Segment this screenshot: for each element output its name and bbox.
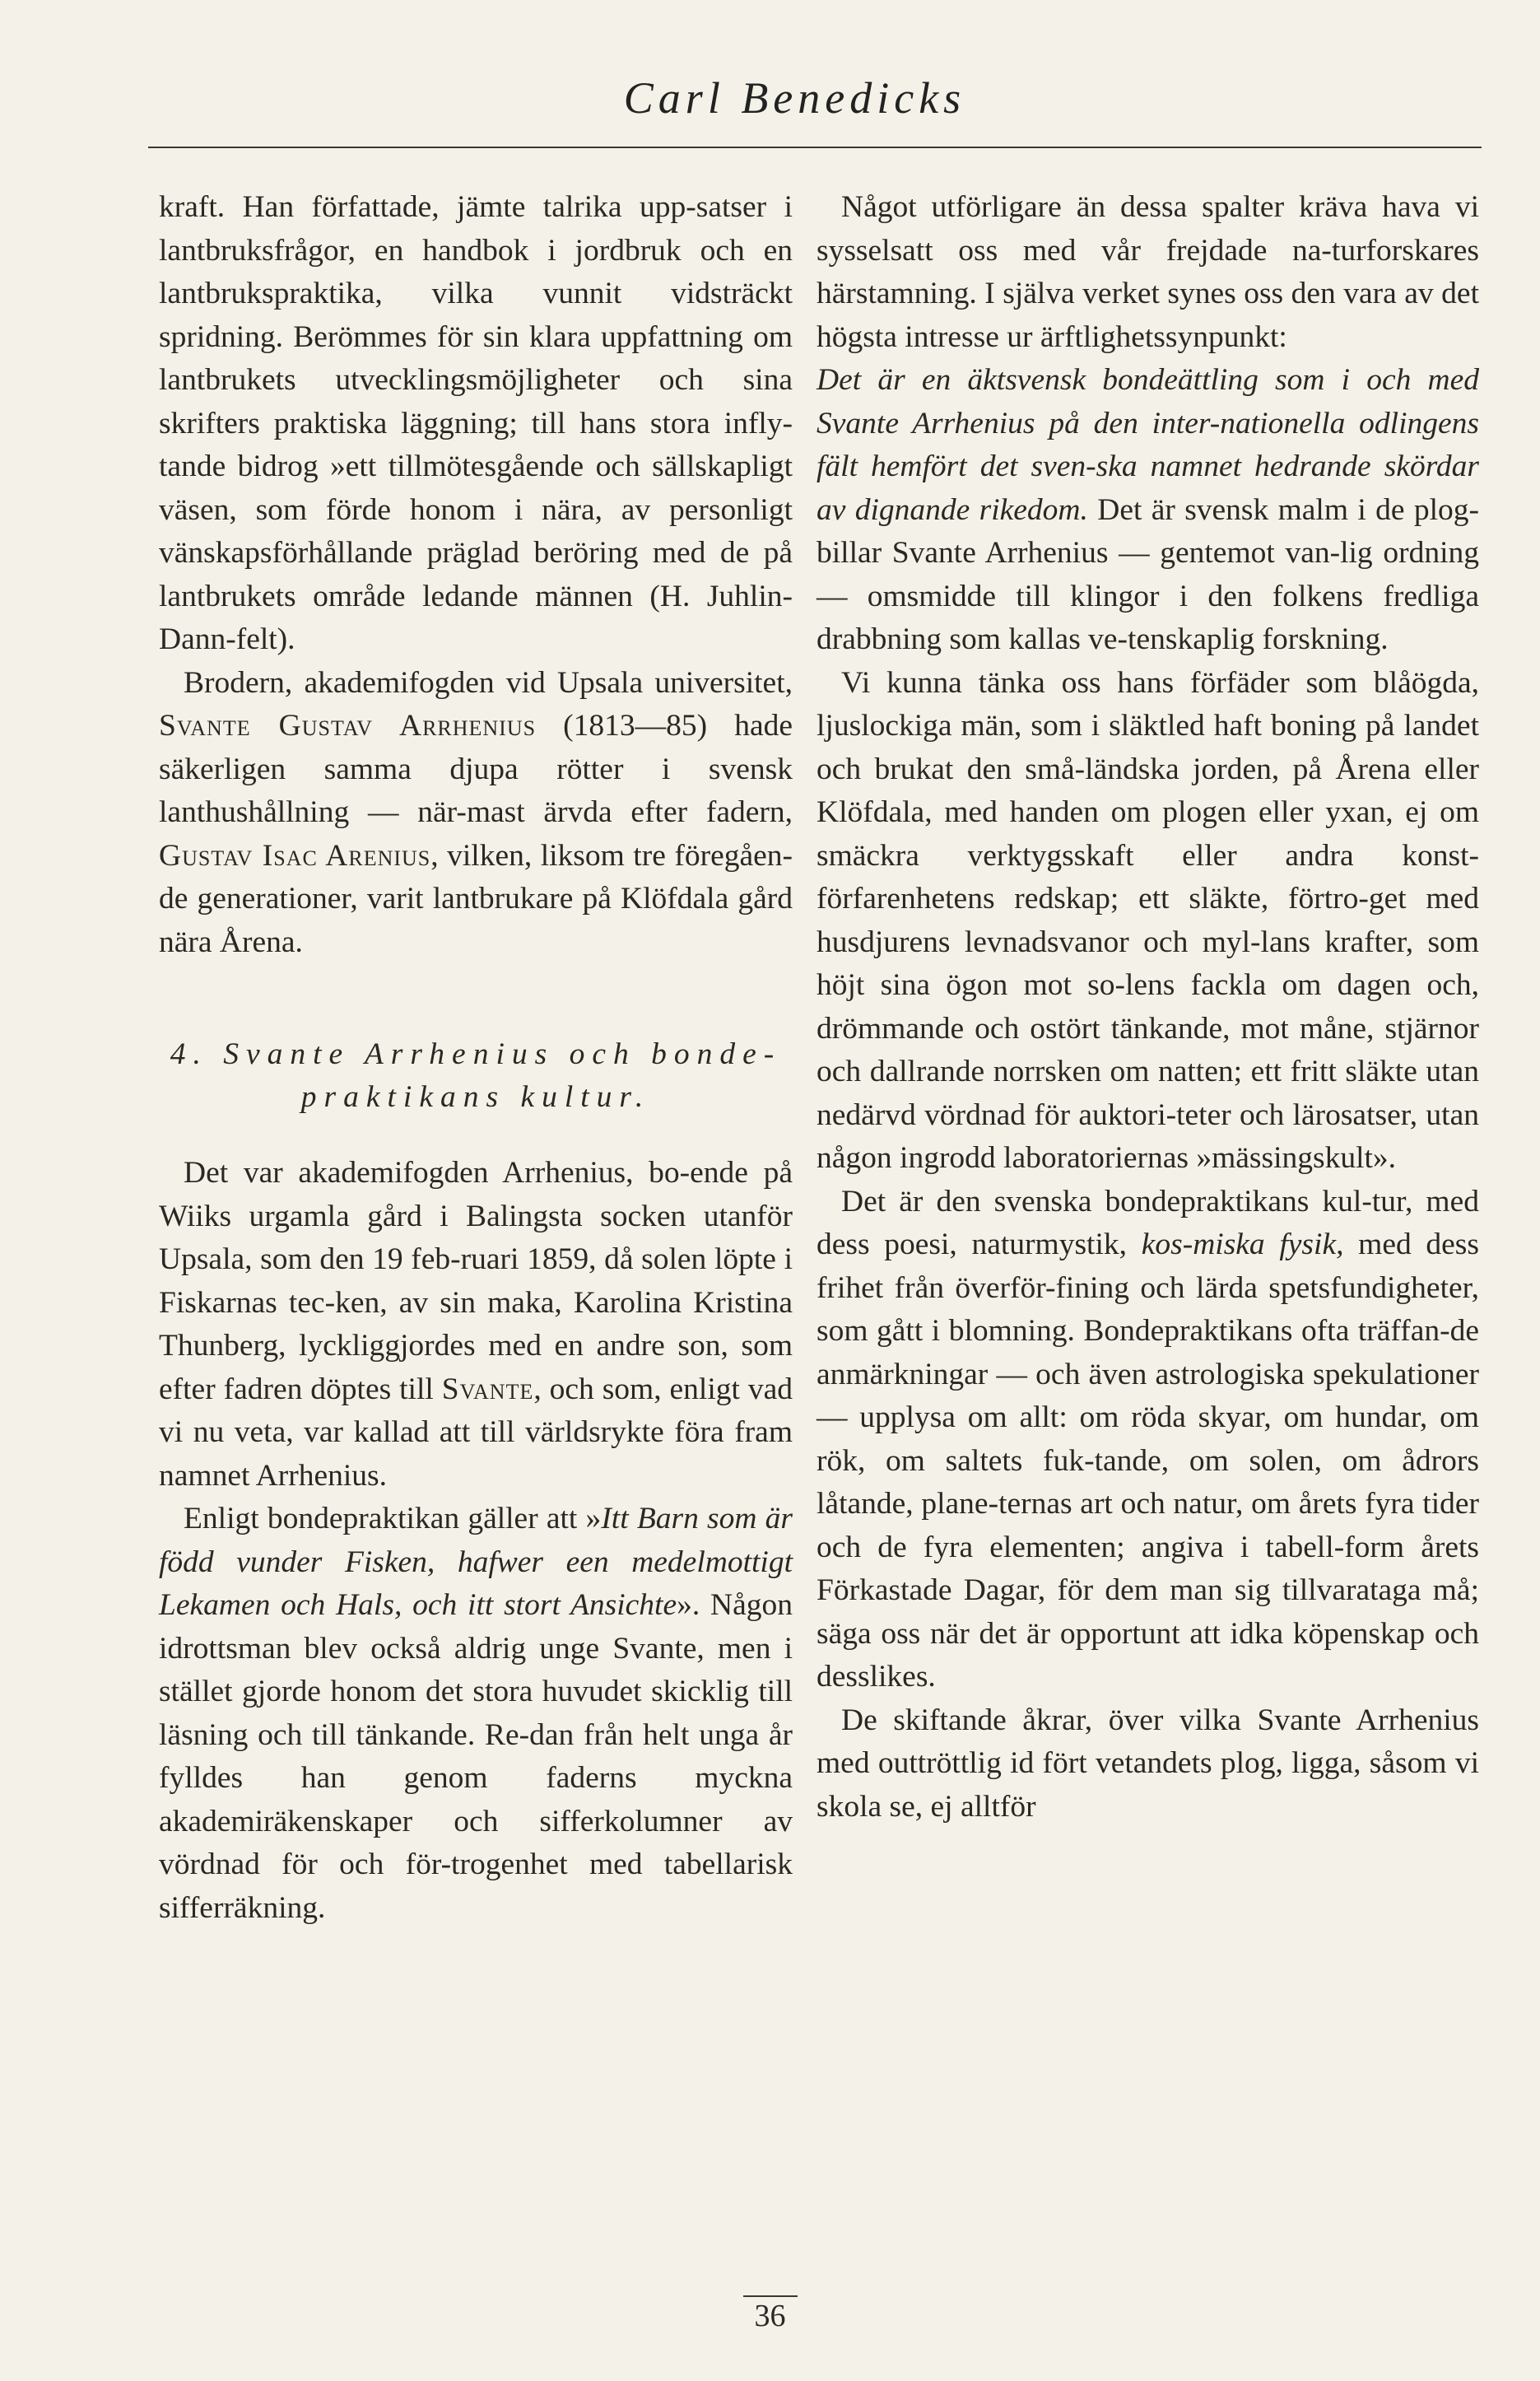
paragraph: Det är den svenska bondepraktikans kul-tur, med dess poesi, naturmystik, kos-miska fysik, med dess frihet från överför-fining och lärda spetsfundigheter, som gått i blomning. Bondepraktikans ofta träffan-de anmärkningar — och även astrologiska spekulationer — upplysa om allt: om röda skyar, om hundar, om rök, om saltets fuk-tande, om solen, om ådrors låtande, plane-ternas art och natur, om årets fyra tider och de fyra elementen; angiva i tabell-form årets Förkastade Dagar, för dem man sig tillvaratagа må; säga oss när det är opportunt att idka köpenskap och desslikes. xyxy=(817,1184,1479,1694)
left-column xyxy=(159,186,793,1930)
header-rule xyxy=(148,147,1482,148)
person-name: Svante xyxy=(441,1372,534,1406)
right-column xyxy=(817,186,1479,1829)
emphasis: kos-miska fysik, xyxy=(1141,1228,1344,1261)
paragraph: Brodern, akademifogden vid Upsala universitet, Svante Gustav Arrhenius (1813—85) hade säkerligen samma djupa rötter i svensk lanthushållning — när-mast ärvda efter fadern, Gustav Isac Arenius, vilken, liksom tre föregåen-de generationer, varit lantbrukare på Klöfdala gård nära Årena. xyxy=(159,665,793,959)
page-number: 36 xyxy=(0,2295,1540,2335)
person-name: Svante Gustav Arrhenius xyxy=(159,709,537,743)
section-heading: 4. Svante Arrhenius och bonde- praktikans kultur. xyxy=(170,1037,782,1114)
paragraph: Enligt bondepraktikan gäller att »Itt Barn som är född vunder Fisken, hafwer een medelmottigt Lekamen och Hals, och itt stort Ansichte». Någon idrottsman blev också aldrig unge Svante, men i stället gjorde honom det stora huvudet skicklig till läsning och till tänkande. Re-dan från helt unga år fylldes han genom faderns myckna akademiräkenskaper och sifferkolumner av vördnad för och för-trogenhet med tabellarisk sifferräkning. xyxy=(159,1502,793,1925)
emphasis: Det är en äktsvensk bondeättling som i och med Svante Arrhenius på den inter-nationella odlingens fält hemfört det sven-ska namnet hedrande skördar av dignande rikedom. xyxy=(817,363,1479,527)
paragraph: De skiftande åkrar, över vilka Svante Arrhenius med outtröttlig id fört vetandets plog, ligga, såsom vi skola se, ej alltför xyxy=(817,1703,1479,1824)
paragraph: Det är en äktsvensk bondeättling som i och med Svante Arrhenius på den inter-nationella odlingens fält hemfört det sven-ska namnet hedrande skördar av dignande rikedom. Det är svensk malm i de plog-billar Svante Arrhenius — gentemot van-lig ordning — omsmidde till klingor i den folkens fredliga drabbning som kallas ve-tenskaplig forskning. xyxy=(817,363,1480,656)
person-name: Gustav Isac Arenius xyxy=(159,838,431,873)
paragraph: kraft. Han författade, jämte talrika upp-satser i lantbruksfrågor, en handbok i jordbruk och en lantbrukspraktika, vilka vunnit vidsträckt spridning. Berömmes för sin klara uppfattning om lantbrukets utvecklingsmöjligheter och sina skrifters praktiska läggning; till hans stora infly-tande bidrog »ett tillmötesgående och sällskapligt väsen, som förde honom i nära, av personligt vänskapsförhållande präglad beröring med de på lantbrukets område ledande männen (H. Juhlin-Dann-felt). xyxy=(159,190,793,656)
quotation: Itt Barn som är född vunder Fisken, hafwer een medelmottigt Lekamen och Hals, och itt stort Ansichte xyxy=(159,1502,793,1622)
paragraph: Något utförligare än dessa spalter kräva hava vi sysselsatt oss med vår frejdade na-turforskares härstamning. I själva verket synes oss den vara av det högsta intresse ur ärftlighetssynpunkt: xyxy=(817,190,1479,354)
paragraph: Vi kunna tänka oss hans förfäder som blåögda, ljuslockiga män, som i släktled haft boning på landet och brukat den små-ländska jorden, på Årena eller Klöfdala, med handen om plogen eller yxan, ej om smäckra verktygsskaft eller andra konst-förfarenhetens redskap; ett släkte, förtro-get med husdjurens levnadsvanor och myl-lans krafter, som höjt sina ögon mot so-lens fackla om dagen och, drömmande och ostört tänkande, mot måne, stjärnor och dallrande norrsken om natten; ett fritt släkte utan nedärvd vördnad för auktori-teter och lärosatser, utan någon ingrodd laboratoriernas »mässingskult». xyxy=(817,665,1479,1175)
paragraph: Det var akademifogden Arrhenius, bo-ende på Wiiks urgamla gård i Balingsta socken utanför Upsala, som den 19 feb-ruari 1859, då solen löpte i Fiskarnas tec-ken, av sin maka, Karolina Kristina Thunberg, lyckliggjordes med en andre son, som efter fadren döptes till Svante, och som, enligt vad vi nu veta, var kallad att till världsrykte föra fram namnet Arrhenius. xyxy=(159,1156,793,1493)
running-title: Carl Benedicks xyxy=(623,73,966,123)
